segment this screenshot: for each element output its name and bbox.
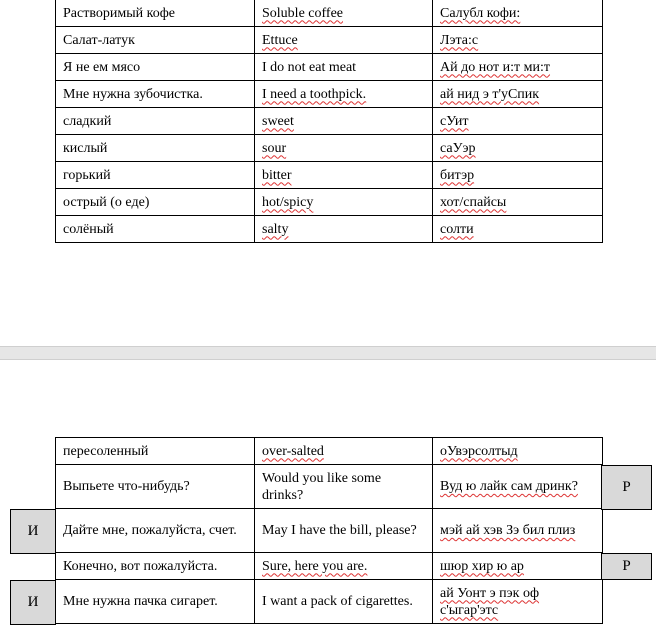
page-break (0, 346, 656, 360)
role-label-i: И (10, 580, 56, 625)
table-row (56, 580, 603, 624)
russian-cell: сладкий (56, 108, 255, 135)
russian-cell: Я не ем мясо (56, 54, 255, 81)
transcription-text: ай Уонт э пэк оф с'ыгар'этс (440, 585, 540, 618)
russian-cell: Салат-латук (56, 27, 255, 54)
russian-cell: Конечно, вот пожалуйста. (56, 553, 255, 580)
table-row (56, 135, 603, 162)
english-cell: Would you like some drinks? (255, 465, 433, 509)
english-cell: May I have the bill, please? (255, 509, 433, 553)
transcription-cell (433, 216, 603, 243)
english-cell (255, 0, 433, 27)
english-text: Ettuce (262, 32, 298, 48)
russian-cell: Выпьете что-нибудь? (56, 465, 255, 509)
english-cell (255, 81, 433, 108)
english-cell (255, 27, 433, 54)
english-cell (255, 438, 433, 465)
phrase-table-top (55, 0, 603, 243)
english-cell (255, 162, 433, 189)
table-row (56, 81, 603, 108)
transcription-text: саУэр (440, 140, 476, 156)
table-row (56, 162, 603, 189)
transcription-cell (433, 54, 603, 81)
english-text: hot/spicy (262, 194, 314, 210)
role-label-r: Р (601, 465, 652, 510)
transcription-cell (433, 553, 603, 580)
table-row (56, 438, 603, 465)
english-cell: I do not eat meat (255, 54, 433, 81)
table-row (56, 509, 603, 553)
transcription-text: Ай до нот и:т ми:т (440, 59, 551, 75)
english-text: sweet (262, 113, 294, 129)
transcription-text: ай нид э т'уСпик (440, 86, 540, 102)
table-row (56, 465, 603, 509)
transcription-cell (433, 81, 603, 108)
russian-cell: солёный (56, 216, 255, 243)
transcription-cell (433, 509, 603, 553)
english-cell (255, 189, 433, 216)
russian-cell: горький (56, 162, 255, 189)
transcription-cell (433, 162, 603, 189)
phrase-table-bottom (55, 437, 603, 624)
transcription-cell (433, 108, 603, 135)
transcription-text: сУит (440, 113, 469, 129)
transcription-cell (433, 189, 603, 216)
english-text: sour (262, 140, 287, 156)
transcription-text: Вуд ю лайк сам дринк? (440, 479, 578, 494)
english-text: I need a toothpick. (262, 86, 367, 102)
english-cell (255, 216, 433, 243)
russian-cell: кислый (56, 135, 255, 162)
transcription-cell (433, 580, 603, 624)
transcription-cell (433, 0, 603, 27)
russian-cell: пересоленный (56, 438, 255, 465)
table-row (56, 0, 603, 27)
table-row (56, 54, 603, 81)
russian-cell: острый (о еде) (56, 189, 255, 216)
transcription-text: Салубл кофи: (440, 5, 521, 21)
english-cell (255, 553, 433, 580)
transcription-text: мэй ай хэв Зэ бил плиз (440, 523, 576, 538)
table-row (56, 108, 603, 135)
english-text: bitter (262, 167, 292, 183)
table-row (56, 553, 603, 580)
english-text: salty (262, 221, 289, 237)
transcription-cell (433, 135, 603, 162)
role-label-i: И (10, 509, 56, 554)
russian-cell: Растворимый кофе (56, 0, 255, 27)
table-row (56, 189, 603, 216)
transcription-cell (433, 27, 603, 54)
table-row (56, 27, 603, 54)
table-row (56, 216, 603, 243)
russian-cell: Мне нужна пачка сигарет. (56, 580, 255, 624)
english-text: over-salted (262, 443, 324, 459)
english-cell (255, 135, 433, 162)
transcription-text: хот/спайсы (440, 194, 507, 210)
transcription-text: Лэта:с (440, 32, 479, 48)
transcription-text: битэр (440, 167, 475, 183)
transcription-text: шюр хир ю ар (440, 558, 524, 574)
transcription-cell (433, 438, 603, 465)
russian-cell: Дайте мне, пожалуйста, счет. (56, 509, 255, 553)
role-label-r: Р (601, 553, 652, 580)
transcription-text: оУвэрсолтыд (440, 443, 518, 459)
transcription-text: солти (440, 221, 474, 237)
english-cell: I want a pack of cigarettes. (255, 580, 433, 624)
english-cell (255, 108, 433, 135)
transcription-cell (433, 465, 603, 509)
russian-cell: Мне нужна зубочистка. (56, 81, 255, 108)
english-text: Sure, here you are. (262, 558, 368, 574)
english-text: Soluble coffee (262, 5, 343, 21)
